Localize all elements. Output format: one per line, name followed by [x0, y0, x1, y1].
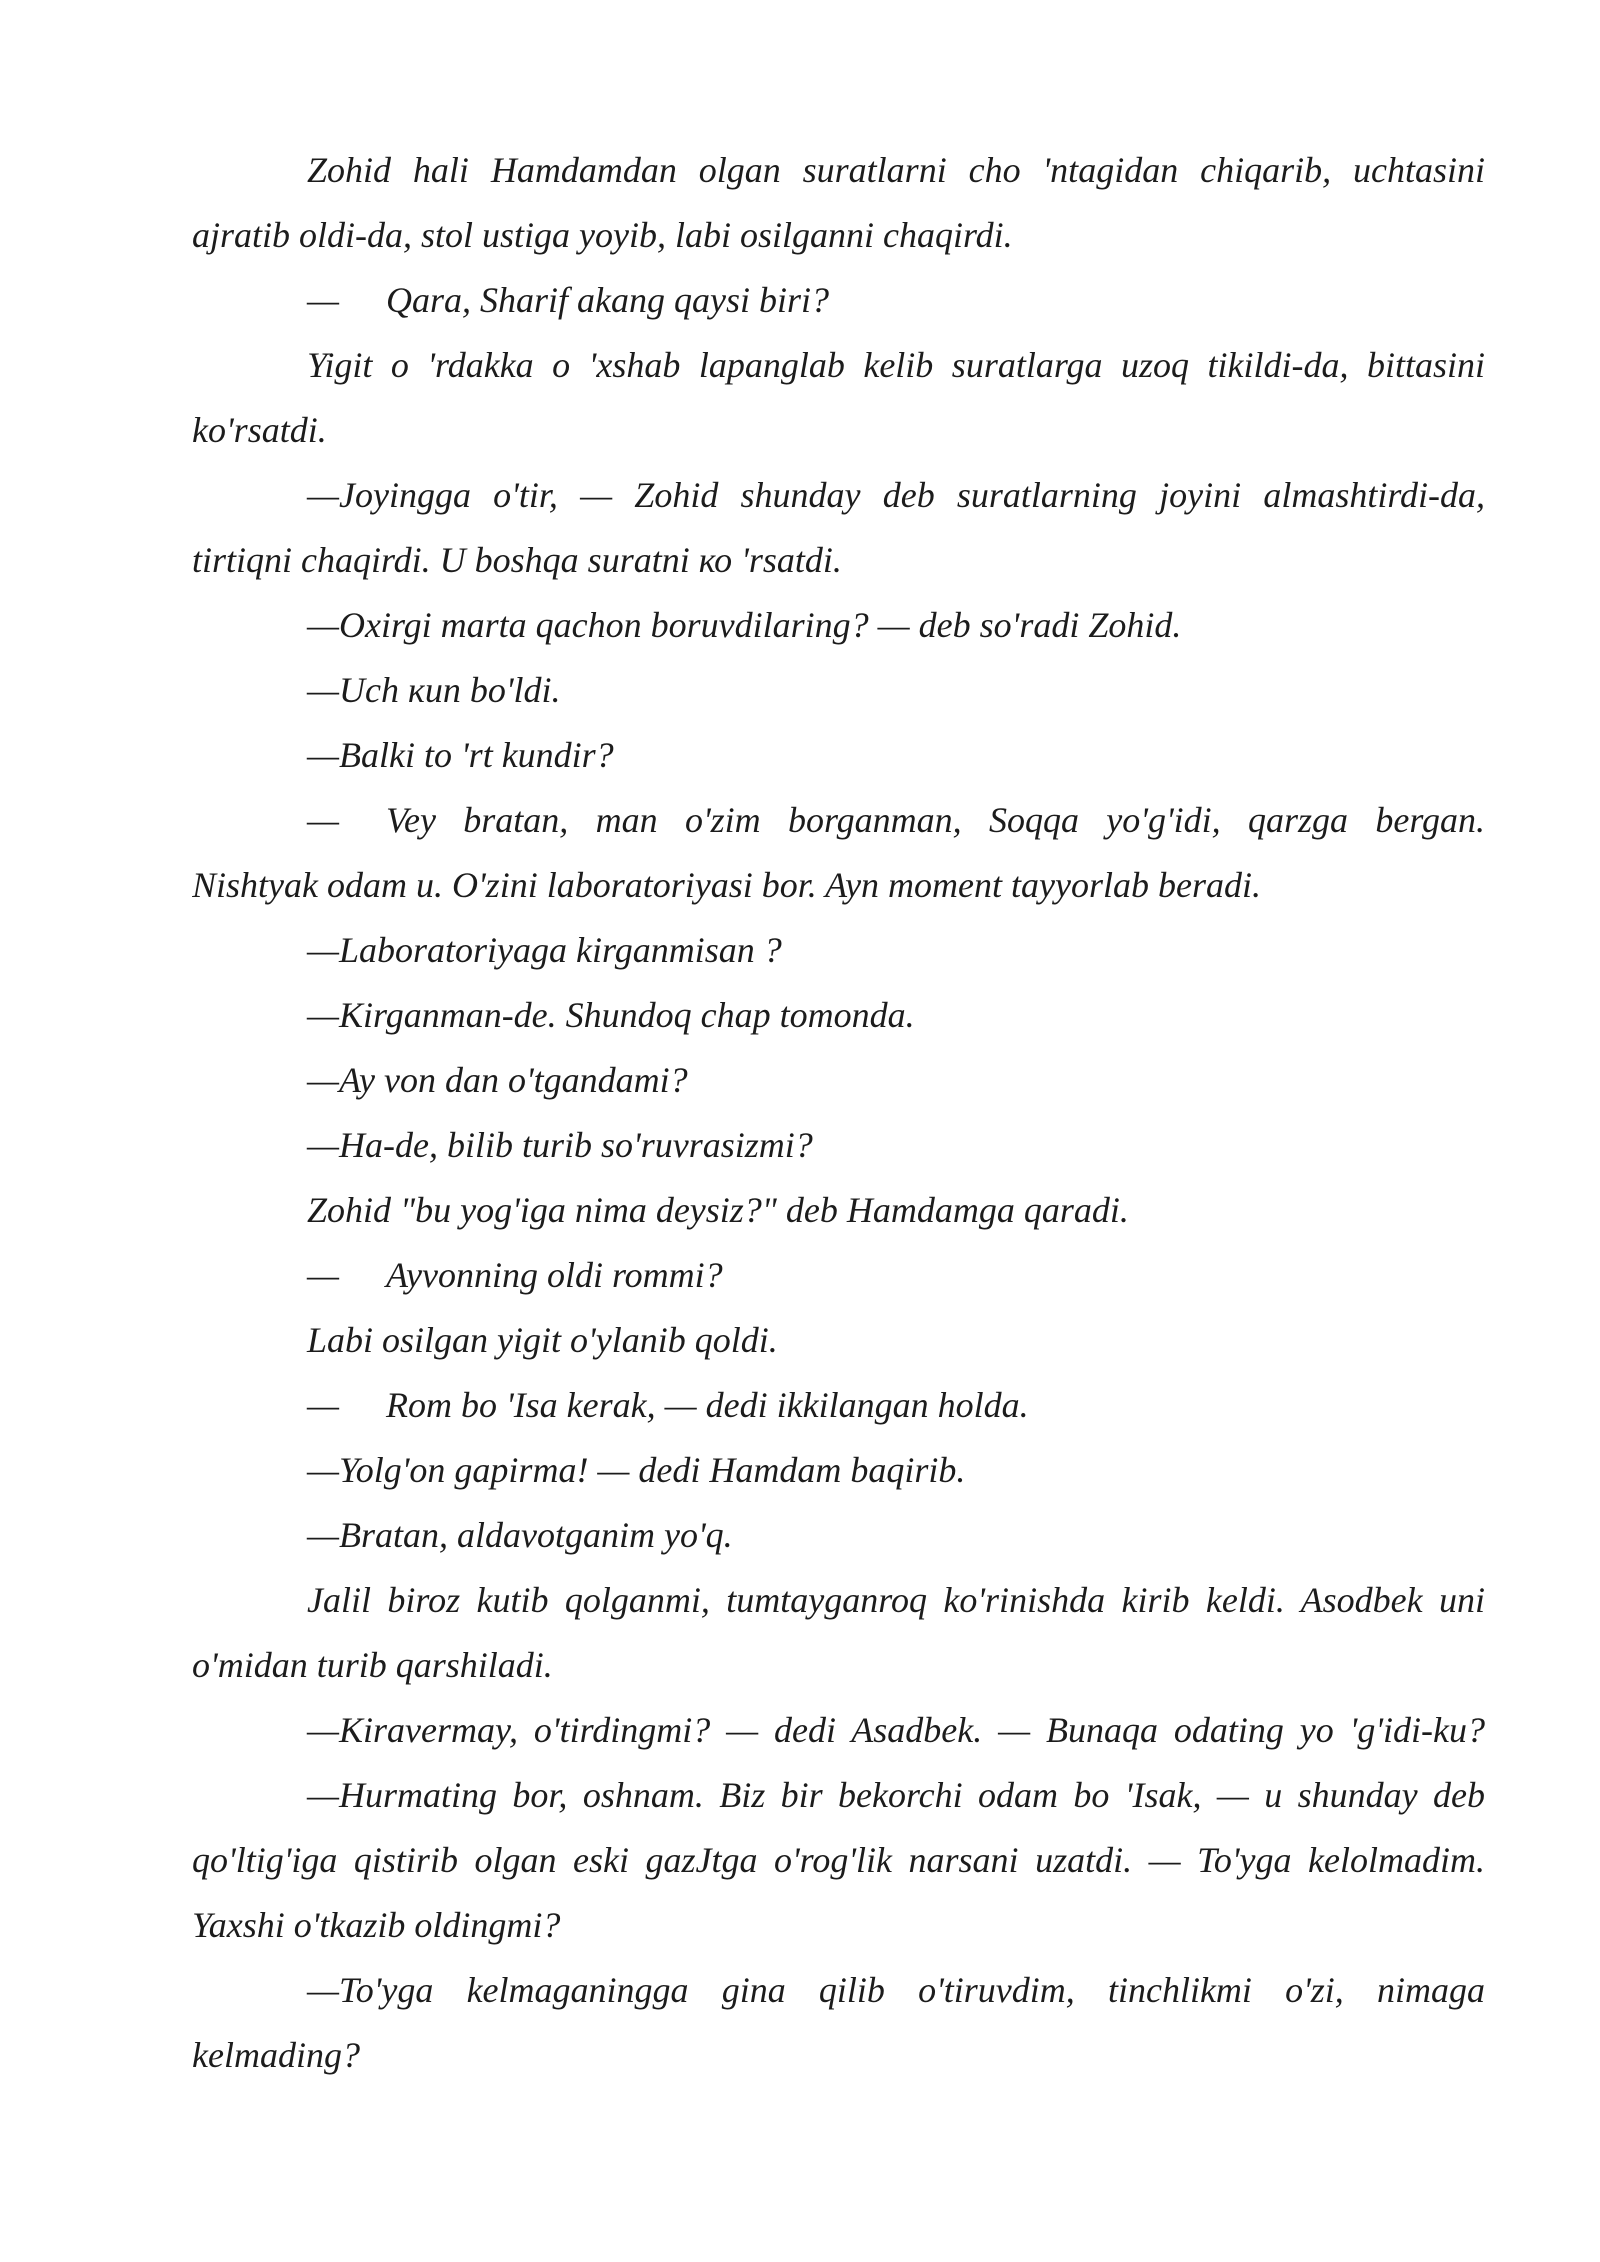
text-line: Labi osilgan yigit o'ylanib qoldi. — [307, 1320, 778, 1360]
paragraph — [192, 138, 1485, 268]
dialogue-dash: — — [307, 1385, 340, 1425]
text-line: Yigit o 'rdakka o 'xshab lapanglab kelib suratlarga uzoq tikildi-da, bittasini — [307, 345, 1485, 385]
paragraph — [192, 1048, 1485, 1113]
paragraph — [192, 1243, 1485, 1308]
text-span: Qara, Sharif akang qaysi biri? — [386, 280, 830, 320]
text-line: ko'rsatdi. — [192, 410, 327, 450]
text-line: —Ay von dan o'tgandami? — [307, 1060, 688, 1100]
paragraph — [192, 1958, 1485, 2088]
paragraph — [192, 1568, 1485, 1698]
text-line: ajratib oldi-da, stol ustiga yoyib, labi osilganni chaqirdi. — [192, 215, 1013, 255]
text-line: tirtiqni chaqirdi. U boshqa suratni ко 'rsatdi. — [192, 540, 842, 580]
dialogue-dash: — — [307, 800, 340, 840]
text-span: Vey bratan, man o'zim borganman, Soqqa yo'g'idi, qarzga bergan. — [386, 800, 1485, 840]
paragraph — [192, 1698, 1485, 1763]
paragraph — [192, 658, 1485, 723]
text-line: Zohid "bu yog'iga nima deysiz?" deb Hamdamga qaradi. — [307, 1190, 1129, 1230]
text-line: qo'ltig'iga qistirib olgan eski gazJtga o'rog'lik narsani uzatdi. — To'yga kelolmadim. — [192, 1840, 1485, 1880]
paragraph — [192, 1503, 1485, 1568]
text-line: kelmading? — [192, 2035, 360, 2075]
text-line: —Oxirgi marta qachon boruvdilaring? — deb so'radi Zohid. — [307, 605, 1182, 645]
text-line: Yaxshi o'tkazib oldingmi? — [192, 1905, 561, 1945]
dialogue-dash: — — [307, 280, 340, 320]
text-line — [192, 1373, 1485, 1438]
text-line: —To'yga kelmaganingga gina qilib o'tiruvdim, tinchlikmi o'zi, nimaga — [307, 1970, 1485, 2010]
text-line — [192, 268, 1485, 333]
text-line: —Ha-de, bilib turib so'ruvrasizmi? — [307, 1125, 813, 1165]
text-line: o'midan turib qarshiladi. — [192, 1645, 553, 1685]
text-line: —Laboratoriyaga kirganmisan ? — [307, 930, 782, 970]
paragraph — [192, 918, 1485, 983]
paragraph — [192, 1373, 1485, 1438]
text-line: —Yolg'on gapirma! — dedi Hamdam baqirib. — [307, 1450, 966, 1490]
text-line: Nishtyak odam u. O'zini laboratoriyasi bor. Ayn moment tayyorlab beradi. — [192, 865, 1261, 905]
text-line: —Hurmating bor, oshnam. Biz bir bekorchi odam bo 'Isak, — u shunday deb — [307, 1775, 1485, 1815]
paragraph — [192, 1763, 1485, 1958]
dialogue-dash: — — [307, 1255, 340, 1295]
text-line — [192, 788, 1485, 853]
paragraph — [192, 983, 1485, 1048]
paragraph — [192, 333, 1485, 463]
text-line: —Kiravermay, o'tirdingmi? — dedi Asadbek. — Bunaqa odating yo 'g'idi-ku? — [307, 1710, 1485, 1750]
paragraph — [192, 593, 1485, 658]
body-text — [192, 138, 1485, 2088]
paragraph — [192, 463, 1485, 593]
paragraph — [192, 788, 1485, 918]
paragraph — [192, 1438, 1485, 1503]
paragraph — [192, 268, 1485, 333]
text-line: —Joyingga o'tir, — Zohid shunday deb suratlarning joyini almashtirdi-da, — [307, 475, 1485, 515]
text-line: —Uch кип bo'ldi. — [307, 670, 561, 710]
text-line: Jalil biroz kutib qolganmi, tumtayganroq ko'rinishda kirib keldi. Asodbek uni — [307, 1580, 1485, 1620]
text-line: —Kirganman-de. Shundoq chap tomonda. — [307, 995, 915, 1035]
paragraph — [192, 1113, 1485, 1178]
text-line: Zohid hali Hamdamdan olgan suratlarni cho 'ntagidan chiqarib, uchtasini — [307, 150, 1485, 190]
text-line: —Bratan, aldavotganim yo'q. — [307, 1515, 733, 1555]
text-line — [192, 1243, 1485, 1308]
paragraph — [192, 1178, 1485, 1243]
text-span: Ayvonning oldi rommi? — [386, 1255, 723, 1295]
paragraph — [192, 723, 1485, 788]
text-line: —Balki to 'rt kundir? — [307, 735, 614, 775]
paragraph — [192, 1308, 1485, 1373]
text-span: Rom bo 'Isa kerak, — dedi ikkilangan holda. — [386, 1385, 1029, 1425]
